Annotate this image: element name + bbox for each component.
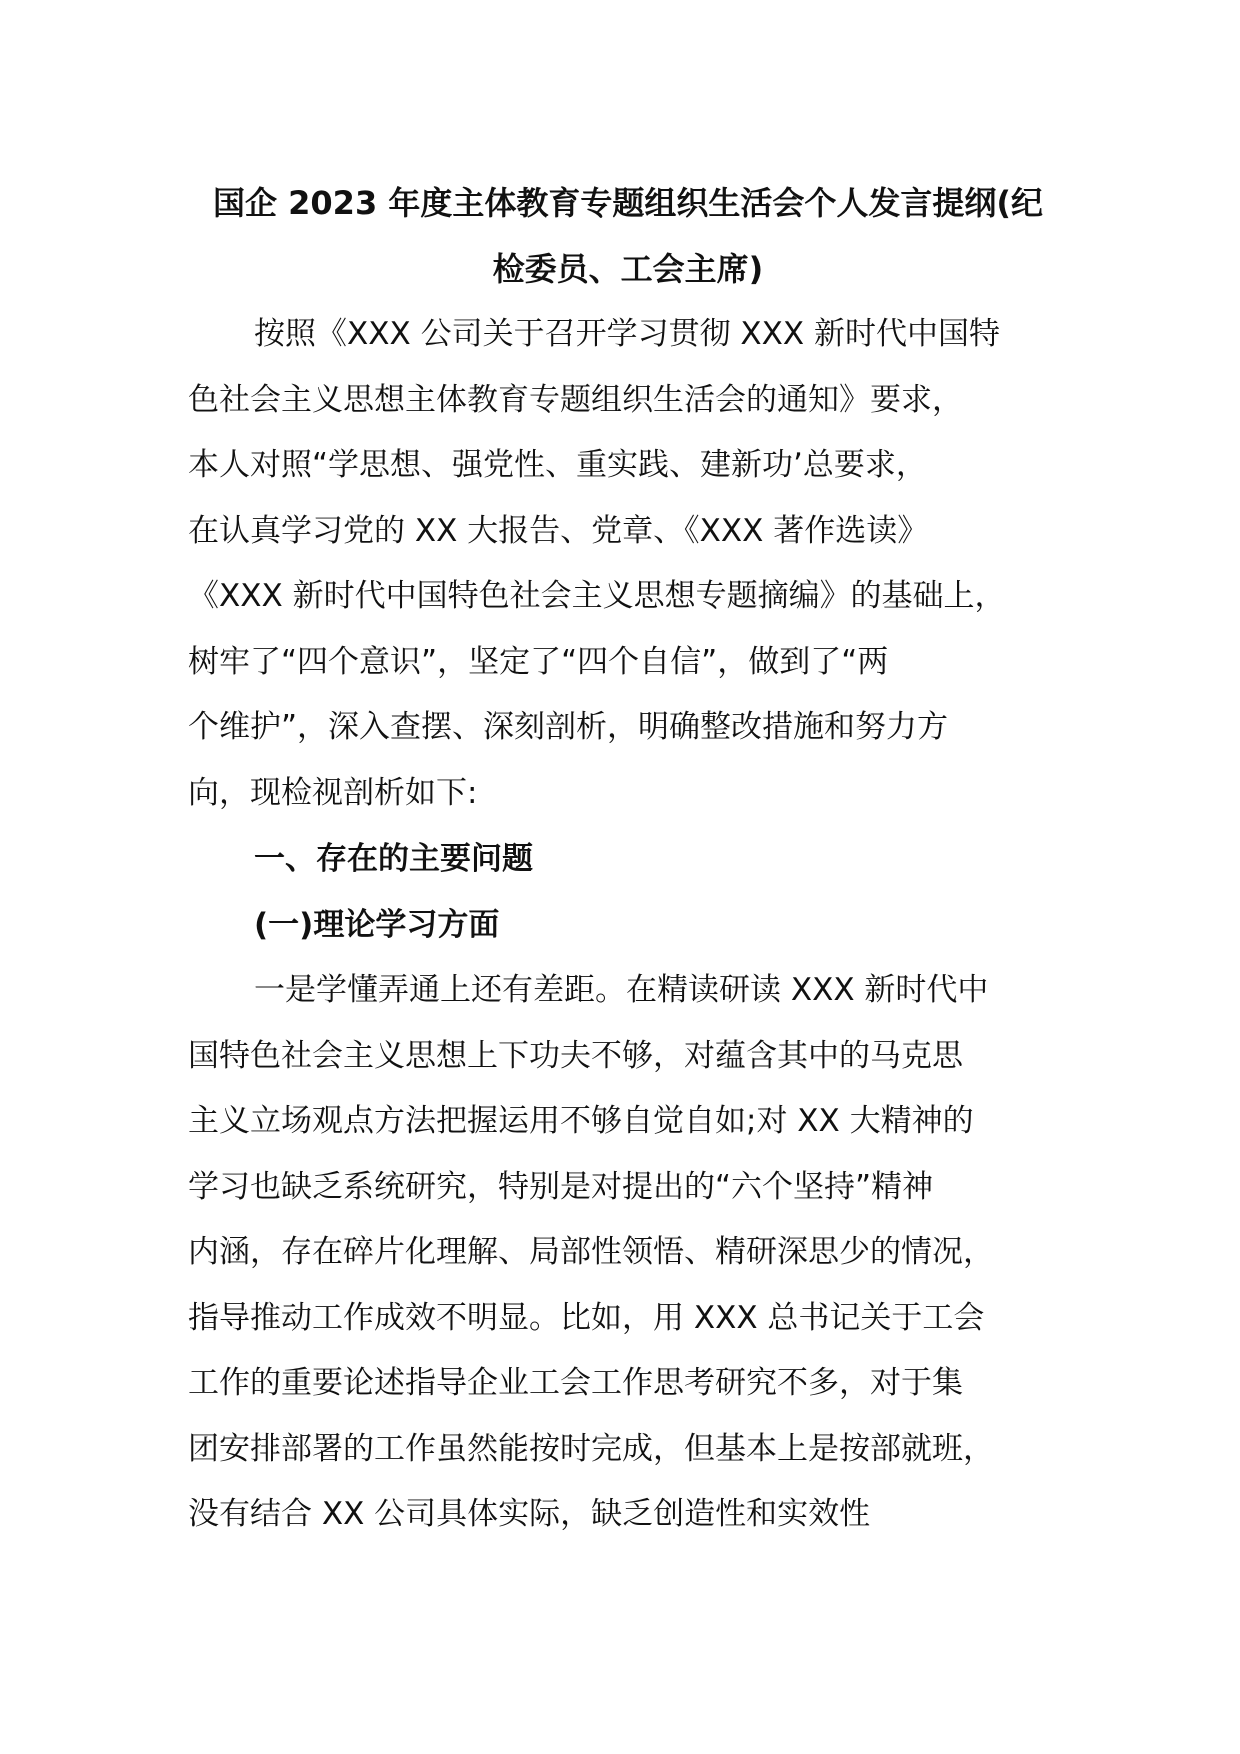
- intro-line: 在认真学习党的 XX 大报告、党章、《XXX 著作选读》: [188, 512, 929, 549]
- intro-line: 个维护”，深入查摆、深刻剖析，明确整改措施和努力方: [188, 709, 949, 745]
- body-line: 团安排部署的工作虽然能按时完成，但基本上是按部就班，: [188, 1430, 994, 1467]
- body-line: 国特色社会主义思想上下功夫不够，对蕴含其中的马克思: [188, 1037, 963, 1074]
- intro-paragraph: [188, 302, 1060, 826]
- title-line: 国企 2023 年度主体教育专题组织生活会个人发言提纲(纪: [213, 184, 1043, 222]
- body-line: 指导推动工作成效不明显。比如，用 XXX 总书记关于工会: [188, 1299, 985, 1336]
- document-content: [188, 170, 1060, 1548]
- section-heading: 一、存在的主要问题: [254, 841, 533, 877]
- document-title: [182, 170, 1074, 302]
- body-line: 工作的重要论述指导企业工会工作思考研究不多，对于集: [188, 1365, 963, 1401]
- intro-line: 向，现检视剖析如下:: [188, 774, 478, 811]
- intro-line: 本人对照“学思想、强党性、重实践、建新功’总要求，: [188, 447, 927, 483]
- intro-line: 按照《XXX 公司关于召开学习贯彻 XXX 新时代中国特: [254, 316, 1000, 352]
- subsection-heading: (一)理论学习方面: [254, 907, 500, 943]
- title-line: 检委员、工会主席): [492, 250, 764, 288]
- body-line: 没有结合 XX 公司具体实际，缺乏创造性和实效性: [188, 1496, 871, 1532]
- body-paragraph: [188, 958, 1060, 1548]
- body-line: 一是学懂弄通上还有差距。在精读研读 XXX 新时代中: [254, 972, 989, 1008]
- intro-line: 树牢了“四个意识”，坚定了“四个自信”，做到了“两: [188, 643, 889, 680]
- intro-line: 色社会主义思想主体教育专题组织生活会的通知》要求，: [188, 381, 963, 418]
- body-line: 学习也缺乏系统研究，特别是对提出的“六个坚持”精神: [188, 1168, 934, 1205]
- body-line: 主义立场观点方法把握运用不够自觉自如;对 XX 大精神的: [188, 1103, 974, 1139]
- intro-line: 《XXX 新时代中国特色社会主义思想专题摘编》的基础上，: [188, 578, 1006, 614]
- body-line: 内涵，存在碎片化理解、局部性领悟、精研深思少的情况，: [188, 1234, 994, 1270]
